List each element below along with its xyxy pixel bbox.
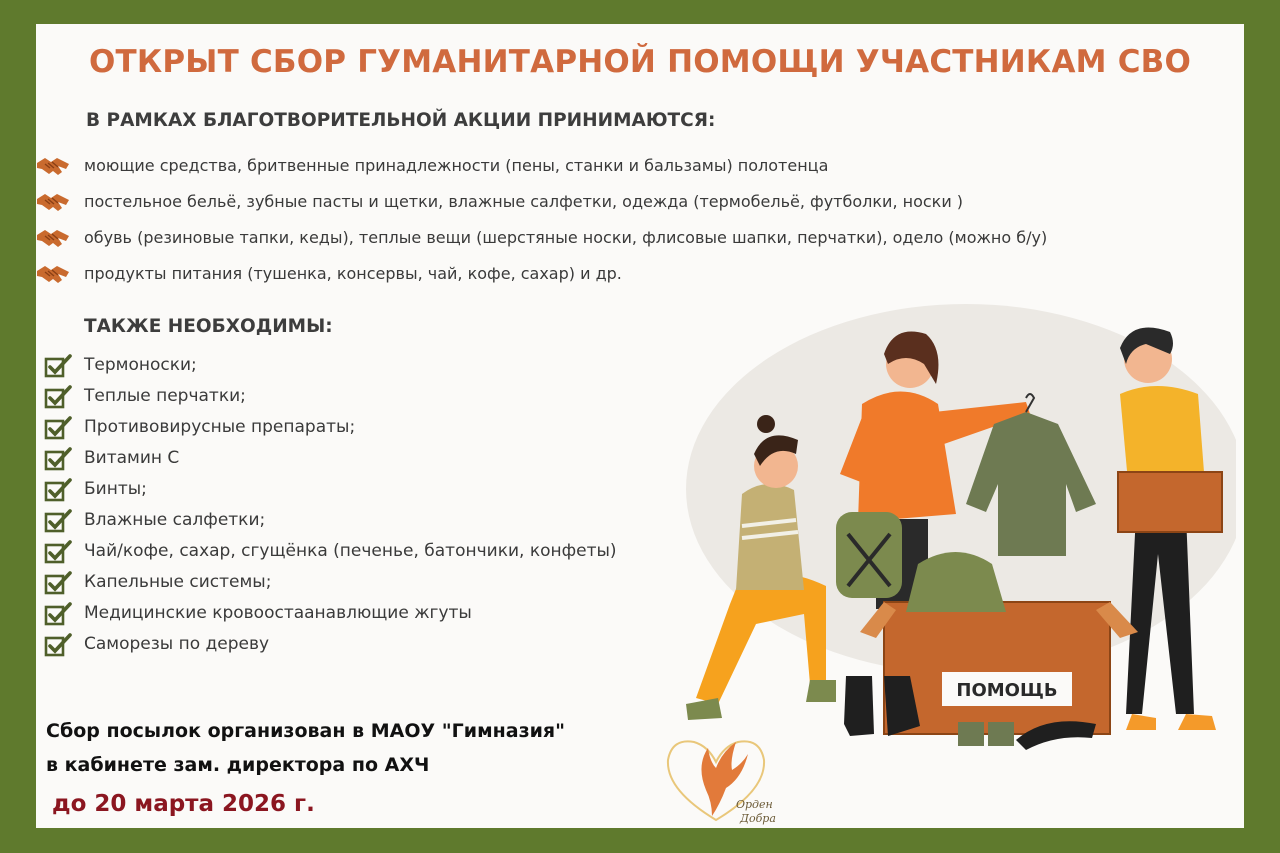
logo-text-line1: Орден xyxy=(736,798,773,811)
list-item xyxy=(44,507,617,538)
accepted-heading: В РАМКАХ БЛАГОТВОРИТЕЛЬНОЙ АКЦИИ ПРИНИМАЮТСЯ: xyxy=(86,110,716,131)
list-item xyxy=(36,260,1047,296)
list-item xyxy=(44,414,617,445)
list-item xyxy=(44,383,617,414)
info-deadline: до 20 марта 2026 г. xyxy=(52,791,315,817)
list-item xyxy=(44,538,617,569)
accepted-list xyxy=(36,152,1047,296)
checkbox-checked-icon xyxy=(44,385,72,409)
handshake-icon xyxy=(36,262,70,286)
list-item xyxy=(36,152,1047,188)
poster-title: ОТКРЫТ СБОР ГУМАНИТАРНОЙ ПОМОЩИ УЧАСТНИКАМ СВО xyxy=(88,44,1192,80)
needed-list xyxy=(44,352,617,662)
list-item-text: продукты питания (тушенка, консервы, чай, кофе, сахар) и др. xyxy=(84,264,622,283)
handshake-icon xyxy=(36,154,70,178)
checkbox-checked-icon xyxy=(44,478,72,502)
checkbox-checked-icon xyxy=(44,540,72,564)
list-item xyxy=(36,188,1047,224)
checkbox-checked-icon xyxy=(44,633,72,657)
list-item-text: Саморезы по дереву xyxy=(84,634,270,654)
list-item-text: обувь (резиновые тапки, кеды), теплые вещи (шерстяные носки, флисовые шапки, перчатки), одело (можно б/у) xyxy=(84,228,1048,247)
info-block xyxy=(46,714,565,826)
list-item xyxy=(44,445,617,476)
list-item-text: Противовирусные препараты; xyxy=(84,417,356,437)
list-item-text: Теплые перчатки; xyxy=(84,386,246,406)
needed-heading: ТАКЖЕ НЕОБХОДИМЫ: xyxy=(84,316,333,337)
checkbox-checked-icon xyxy=(44,571,72,595)
checkbox-checked-icon xyxy=(44,447,72,471)
checkbox-checked-icon xyxy=(44,602,72,626)
list-item xyxy=(44,569,617,600)
handshake-icon xyxy=(36,226,70,250)
checkbox-checked-icon xyxy=(44,509,72,533)
list-item-text: Бинты; xyxy=(84,479,147,499)
list-item-text: Чай/кофе, сахар, сгущёнка (печенье, батончики, конфеты) xyxy=(84,541,617,561)
info-line-location: в кабинете зам. директора по АХЧ xyxy=(46,754,430,776)
list-item-text: Медицинские кровоостаанавлющие жгуты xyxy=(84,603,472,623)
list-item-text: Влажные салфетки; xyxy=(84,510,266,530)
list-item-text: Термоноски; xyxy=(84,355,197,375)
checkbox-checked-icon xyxy=(44,354,72,378)
checkbox-checked-icon xyxy=(44,416,72,440)
list-item xyxy=(36,224,1047,260)
box-label: ПОМОЩЬ xyxy=(956,680,1058,701)
boots-item xyxy=(844,676,920,736)
list-item xyxy=(44,352,617,383)
list-item xyxy=(44,476,617,507)
list-item xyxy=(44,600,617,631)
list-item-text: Капельные системы; xyxy=(84,572,272,592)
volunteers-illustration xyxy=(626,294,1236,754)
logo-text-line2: Добра xyxy=(740,812,776,825)
poster xyxy=(36,24,1244,828)
list-item-text: постельное бельё, зубные пасты и щетки, влажные салфетки, одежда (термобельё, футболки, носки ) xyxy=(84,192,964,211)
orden-dobra-logo xyxy=(646,724,786,828)
list-item-text: Витамин С xyxy=(84,448,180,468)
backpack-item xyxy=(836,512,902,598)
list-item xyxy=(44,631,617,662)
handshake-icon xyxy=(36,190,70,214)
info-line-organization: Сбор посылок организован в МАОУ "Гимназия" xyxy=(46,720,566,742)
list-item-text: моющие средства, бритвенные принадлежности (пены, станки и бальзамы) полотенца xyxy=(84,156,829,175)
